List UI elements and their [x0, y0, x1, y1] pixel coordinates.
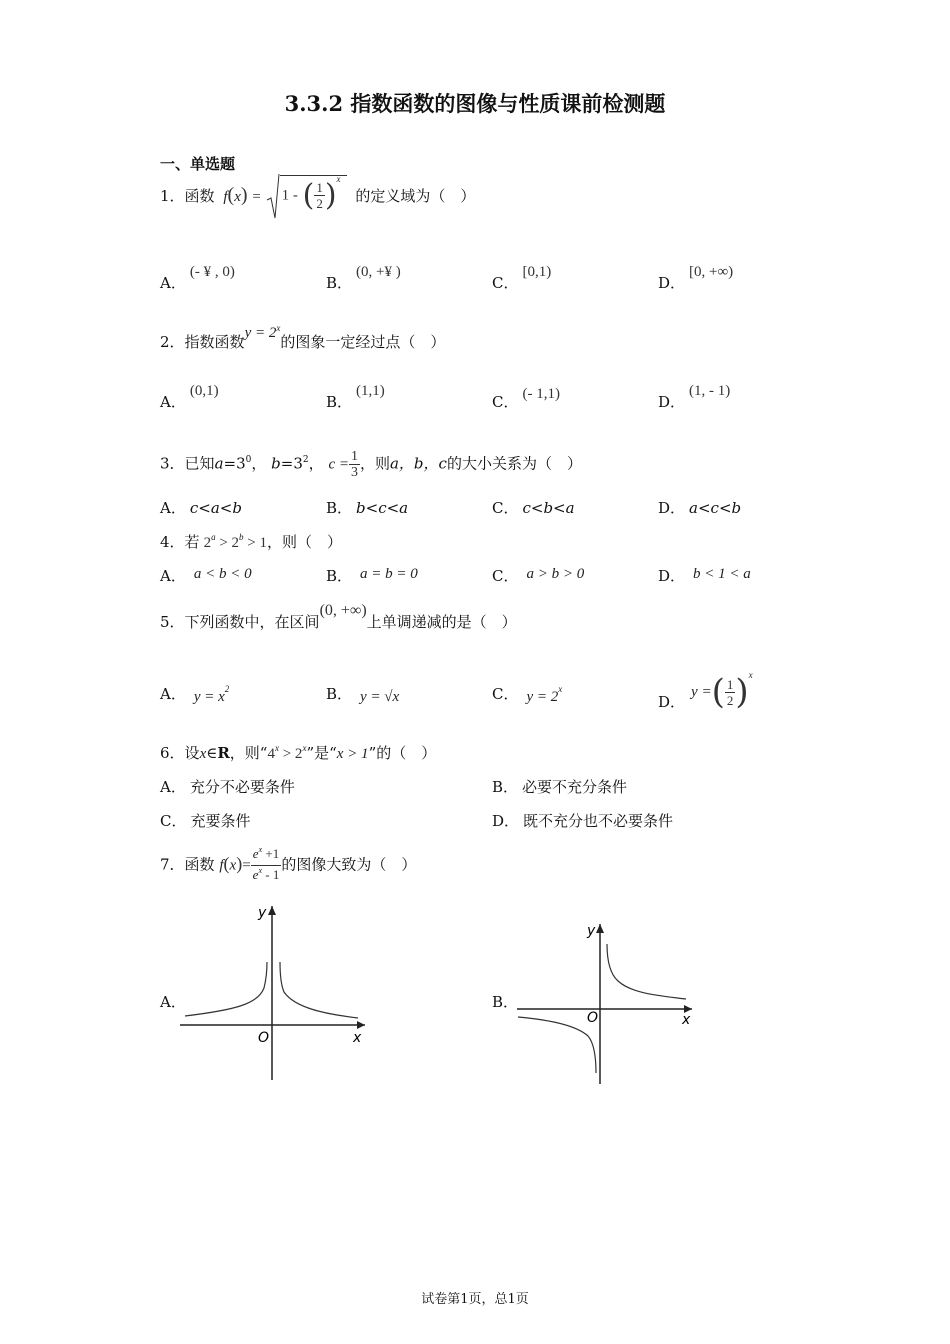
q2-option-c[interactable]: C． (- 1,1) — [492, 386, 560, 411]
q6-option-c[interactable]: C． 充要条件 — [160, 812, 251, 830]
q1-one-minus: 1 - — [281, 187, 298, 204]
question-3: 3．已知$a=3^0$， $b=3^2$， c = $\frac{1}{3}$ ，则a，b，c的大小关系为（ ） — [160, 449, 582, 480]
q1-frac-d: 2 — [316, 196, 323, 211]
q6-option-b[interactable]: B． 必要不充分条件 — [492, 778, 628, 796]
page-title: 3.3.2 指数函数的图像与性质课前检测题 — [284, 91, 666, 116]
q2-option-d[interactable]: D．(1, - 1) — [658, 383, 731, 411]
q4-option-b[interactable]: B． a = b = 0 — [326, 566, 418, 585]
question-6: 6．设x∈R，则“$4^x > 2^x$”是“x > 1”的（ ） — [160, 743, 437, 762]
q2-exp: x — [276, 323, 281, 333]
q6-option-d[interactable]: D． 既不充分也不必要条件 — [492, 812, 674, 830]
q3-option-b[interactable]: B． b<c<a — [326, 499, 409, 517]
q4-option-c[interactable]: C． a > b > 0 — [492, 566, 585, 585]
section-heading: 一、单选题 — [160, 155, 236, 173]
q1-frac-n: 1 — [316, 180, 323, 195]
q1-sqrt: 1 - ( $\frac{1}{2}$ )$^x$ — [266, 172, 347, 222]
q2-math: y = 2 — [244, 325, 277, 341]
origin-label: O — [587, 1010, 599, 1026]
x-label: x — [682, 1012, 691, 1028]
q5-option-a[interactable]: A． $y = x^2$ — [160, 684, 230, 705]
q2-option-b[interactable]: B．(1,1) — [326, 383, 385, 411]
y-arrow-icon — [596, 924, 604, 933]
sqrt-sign-icon — [266, 172, 280, 222]
q1-option-a[interactable]: A．(- ¥ , 0) — [160, 264, 235, 292]
question-1: 1．函数 f(x) = 1 - ( $\frac{1}{2}$ )$^x$ 的定义域为（ ） — [160, 172, 475, 222]
question-5: 5．下列函数中，在区间(0, +∞)上单调递减的是（ ） — [160, 602, 517, 631]
x-arrow-icon — [357, 1021, 365, 1029]
q2-number: 2． — [160, 333, 185, 351]
q7-option-b[interactable]: B． — [492, 993, 519, 1011]
curve-left — [518, 1017, 596, 1073]
x-label: x — [353, 1030, 362, 1046]
q5-option-b[interactable]: B． y = √x — [326, 685, 400, 705]
q1-exp: x — [336, 173, 341, 184]
q5-option-c[interactable]: C． $y = 2^x$ — [492, 684, 563, 705]
q2-pre: 指数函数 — [184, 333, 245, 351]
page-footer: 试卷第1页，总1页 — [421, 1292, 529, 1307]
q1-f: f — [223, 189, 228, 205]
q1-option-b[interactable]: B．(0, +¥ ) — [326, 264, 401, 292]
question-2 — [160, 323, 446, 352]
question-4: 4．若 $2^a > 2^b > 1$，则（ ） — [160, 532, 343, 551]
q1-option-d[interactable]: D．[0, +∞) — [658, 264, 734, 292]
q2-option-a[interactable]: A．(0,1) — [160, 383, 219, 411]
q1-post: 的定义域为（ ） — [355, 187, 476, 205]
curve-right — [280, 962, 358, 1018]
q1-option-c[interactable]: C．[0,1) — [492, 264, 552, 292]
q3-option-c[interactable]: C． c<b<a — [492, 499, 575, 517]
q7-graph-b — [512, 918, 702, 1088]
q1-number: 1． — [160, 187, 185, 205]
q1-x: x — [234, 189, 241, 205]
q3-option-a[interactable]: A． c<a<b — [160, 499, 242, 517]
origin-label: O — [258, 1030, 270, 1046]
q1-pre: 函数 — [184, 187, 215, 205]
q2-post: 的图象一定经过点（ ） — [280, 333, 446, 351]
q3-option-d[interactable]: D． a<c<b — [658, 499, 742, 517]
q1-eq: = — [252, 189, 261, 205]
q6-option-a[interactable]: A． 充分不必要条件 — [160, 778, 295, 796]
q4-option-a[interactable]: A． a < b < 0 — [160, 566, 252, 585]
q7-option-a[interactable]: A． — [160, 993, 186, 1011]
q7-graph-a — [180, 900, 380, 1085]
curve-right — [607, 944, 686, 999]
y-label: y — [258, 905, 267, 921]
y-arrow-icon — [268, 906, 276, 915]
y-label: y — [587, 923, 596, 939]
question-7: 7．函数 f(x)= $\frac{e^x +1}{e^x - 1}$ 的图像大致为（ ） — [160, 845, 417, 882]
curve-left — [185, 962, 267, 1016]
q5-option-d[interactable]: D．y =( $\frac{1}{2}$ )$^x$ — [658, 670, 753, 712]
q4-option-d[interactable]: D． b < 1 < a — [658, 566, 751, 585]
